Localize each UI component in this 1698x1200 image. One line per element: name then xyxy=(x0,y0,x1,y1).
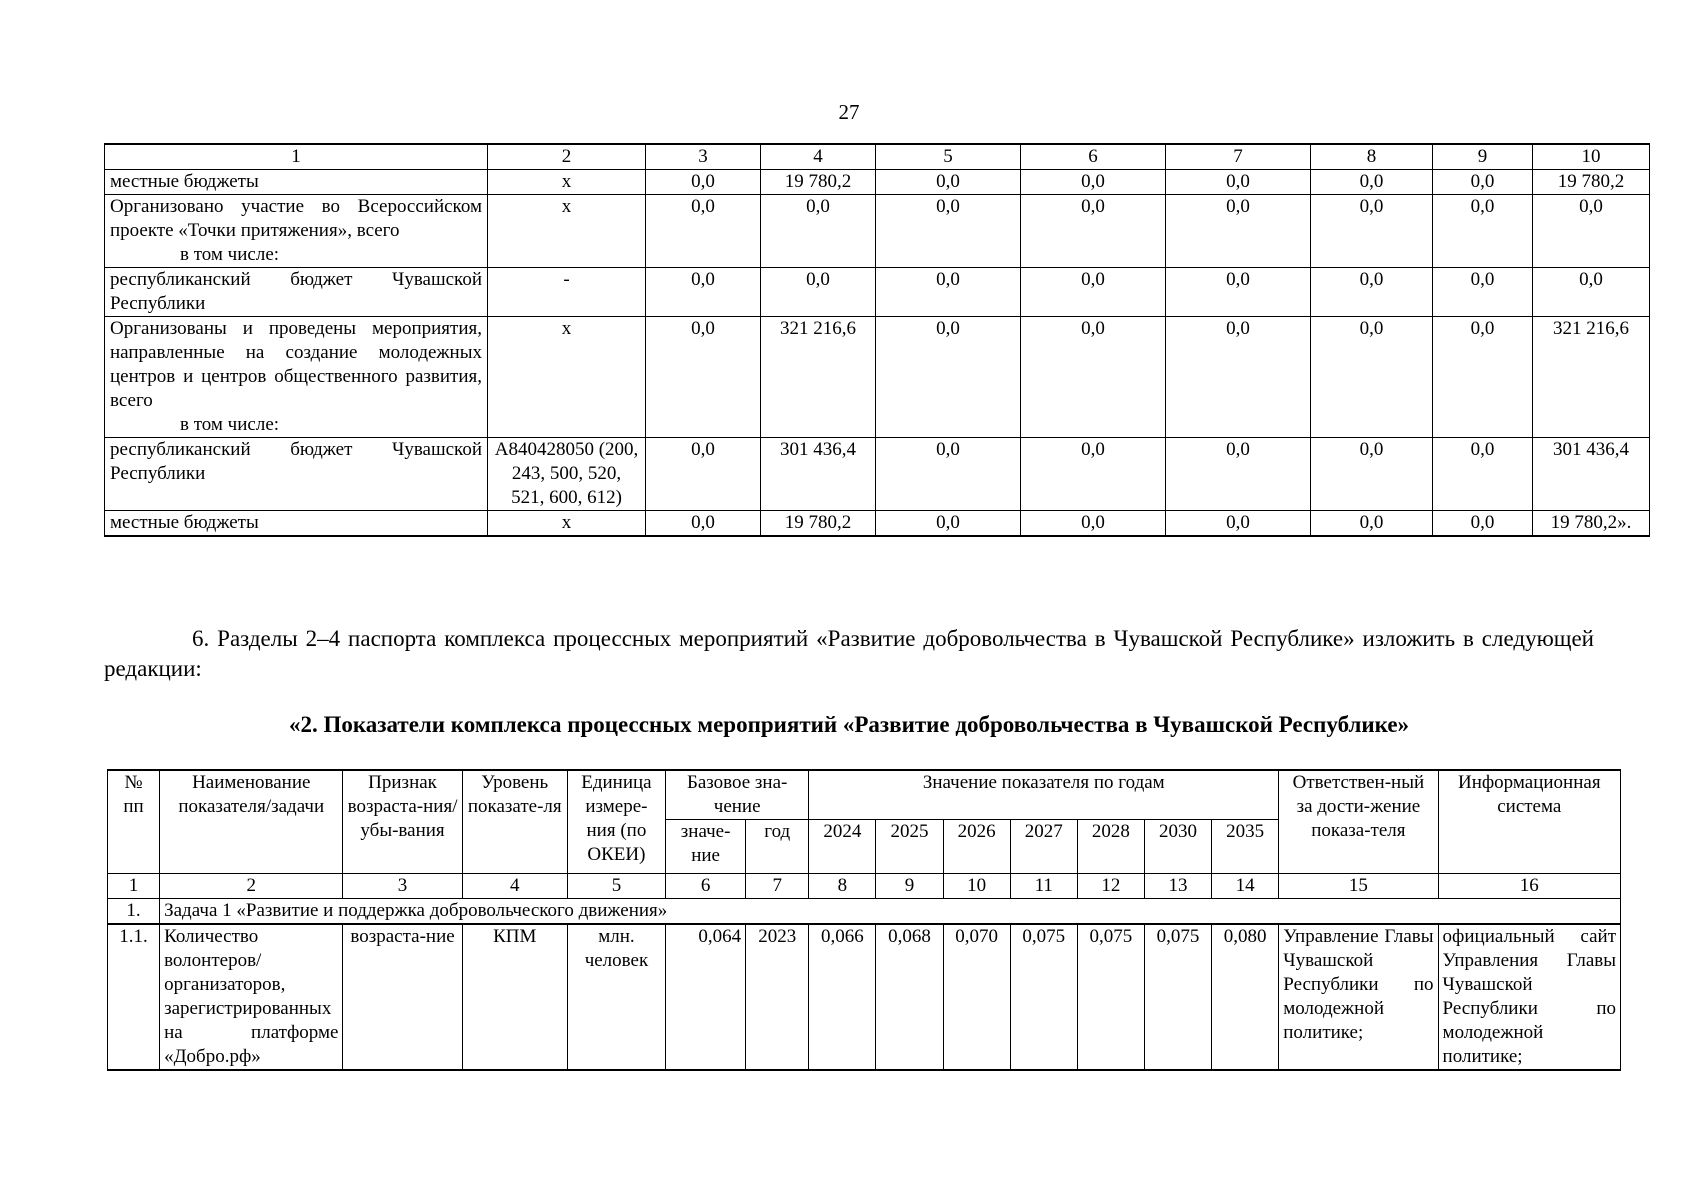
indicator-name: Количество волонтеров/организаторов, зарегистрированных на платформе «Добро.рф» xyxy=(160,924,343,1070)
indicator-base-year: 2023 xyxy=(746,924,809,1070)
value-cell: 0,0 xyxy=(1166,511,1311,537)
column-number: 15 xyxy=(1279,874,1438,899)
column-numbers-row xyxy=(108,874,1621,899)
value-cell: 0,0 xyxy=(1166,438,1311,511)
indicator-unit: млн. человек xyxy=(567,924,665,1070)
budget-code: х xyxy=(488,317,646,438)
column-number: 2 xyxy=(488,144,646,170)
indicator-level: КПМ xyxy=(462,924,567,1070)
task-row xyxy=(108,899,1621,925)
column-number: 1 xyxy=(108,874,160,899)
value-cell: 0,0 xyxy=(646,511,761,537)
indicator-info-system: официальный сайт Управления Главы Чувашской Республики по молодежной политике; xyxy=(1438,924,1620,1070)
value-cell: 0,0 xyxy=(1166,268,1311,317)
indicator-year-value: 0,068 xyxy=(876,924,943,1070)
column-number: 7 xyxy=(746,874,809,899)
column-number: 2 xyxy=(160,874,343,899)
value-cell: 0,0 xyxy=(876,438,1021,511)
indicator-responsible: Управление Главы Чувашской Республики по молодежной политике; xyxy=(1279,924,1438,1070)
table-row xyxy=(108,924,1621,1070)
header-level: Уровень показате-ля xyxy=(462,770,567,874)
column-number: 9 xyxy=(1433,144,1533,170)
indicator-year-value: 0,080 xyxy=(1212,924,1279,1070)
value-cell: 0,0 xyxy=(1311,511,1433,537)
row-label: республиканский бюджет Чувашской Республики xyxy=(105,438,488,511)
value-cell: 0,0 xyxy=(1433,511,1533,537)
indicator-year-value: 0,075 xyxy=(1077,924,1144,1070)
row-label-cell xyxy=(105,195,488,268)
value-cell: 0,0 xyxy=(1433,317,1533,438)
value-cell: 0,0 xyxy=(1021,170,1166,195)
indicators-header-row xyxy=(108,770,1621,820)
table-row xyxy=(105,195,1650,268)
value-cell: 19 780,2 xyxy=(761,170,876,195)
budget-code: х xyxy=(488,511,646,537)
budget-code: - xyxy=(488,268,646,317)
header-by-years: Значение показателя по годам xyxy=(809,770,1279,820)
value-cell: 0,0 xyxy=(646,438,761,511)
budget-code: х xyxy=(488,170,646,195)
header-info-system: Информационная система xyxy=(1438,770,1620,874)
column-number: 3 xyxy=(343,874,462,899)
header-base: Базовое зна-чение xyxy=(666,770,809,820)
indicator-trend: возраста-ние xyxy=(343,924,462,1070)
row-label: республиканский бюджет Чувашской Республики xyxy=(105,268,488,317)
indicator-base-value: 0,064 xyxy=(666,924,746,1070)
column-number: 5 xyxy=(876,144,1021,170)
amendment-paragraph: 6. Разделы 2–4 паспорта комплекса процессных мероприятий «Развитие добровольчества в Чувашской Республике» изложить в следующей редакции: xyxy=(104,626,1594,681)
value-cell: 19 780,2». xyxy=(1533,511,1650,537)
value-cell: 0,0 xyxy=(1533,268,1650,317)
header-year: 2024 xyxy=(809,820,876,874)
column-number: 6 xyxy=(1021,144,1166,170)
header-year: 2035 xyxy=(1212,820,1279,874)
indicator-number: 1.1. xyxy=(108,924,160,1070)
indicators-table xyxy=(107,769,1621,1071)
task-title: Задача 1 «Развитие и поддержка добровольческого движения» xyxy=(160,899,1621,925)
value-cell: 0,0 xyxy=(646,170,761,195)
table-row xyxy=(105,511,1650,537)
header-unit: Единица измере-ния (по ОКЕИ) xyxy=(567,770,665,874)
value-cell: 301 436,4 xyxy=(1533,438,1650,511)
value-cell: 0,0 xyxy=(1433,268,1533,317)
header-base-value: значе-ние xyxy=(666,820,746,874)
row-label: Организованы и проведены мероприятия, направленные на создание молодежных центров и центров общественного развития, всего xyxy=(110,318,482,411)
value-cell: 0,0 xyxy=(646,268,761,317)
header-responsible: Ответствен-ный за дости-жение показа-теля xyxy=(1279,770,1438,874)
header-base-year: год xyxy=(746,820,809,874)
header-trend: Признак возраста-ния/убы-вания xyxy=(343,770,462,874)
header-num: № пп xyxy=(108,770,160,874)
value-cell: 0,0 xyxy=(1533,195,1650,268)
value-cell: 321 216,6 xyxy=(761,317,876,438)
value-cell: 0,0 xyxy=(1311,268,1433,317)
value-cell: 0,0 xyxy=(876,511,1021,537)
budget-code: х xyxy=(488,195,646,268)
value-cell: 0,0 xyxy=(1311,317,1433,438)
column-number: 11 xyxy=(1010,874,1077,899)
value-cell: 19 780,2 xyxy=(761,511,876,537)
header-name: Наименование показателя/задачи xyxy=(160,770,343,874)
column-number: 8 xyxy=(1311,144,1433,170)
row-sublabel: в том числе: xyxy=(180,414,280,435)
indicator-year-value: 0,075 xyxy=(1010,924,1077,1070)
row-label: местные бюджеты xyxy=(105,511,488,537)
column-number: 5 xyxy=(567,874,665,899)
funding-header-row xyxy=(105,144,1650,170)
column-number: 8 xyxy=(809,874,876,899)
value-cell: 0,0 xyxy=(1021,438,1166,511)
row-label: местные бюджеты xyxy=(105,170,488,195)
value-cell: 0,0 xyxy=(1166,195,1311,268)
table-row xyxy=(105,317,1650,438)
row-label-cell xyxy=(105,317,488,438)
value-cell: 0,0 xyxy=(646,317,761,438)
column-number: 4 xyxy=(761,144,876,170)
page-number: 27 xyxy=(838,100,860,124)
value-cell: 0,0 xyxy=(876,268,1021,317)
header-year: 2030 xyxy=(1144,820,1211,874)
funding-table xyxy=(104,143,1650,537)
value-cell: 0,0 xyxy=(761,195,876,268)
value-cell: 0,0 xyxy=(646,195,761,268)
column-number: 7 xyxy=(1166,144,1311,170)
column-number: 12 xyxy=(1077,874,1144,899)
value-cell: 0,0 xyxy=(1433,438,1533,511)
indicator-year-value: 0,075 xyxy=(1144,924,1211,1070)
value-cell: 0,0 xyxy=(1166,170,1311,195)
column-number: 4 xyxy=(462,874,567,899)
header-year: 2025 xyxy=(876,820,943,874)
value-cell: 0,0 xyxy=(1433,170,1533,195)
table-row xyxy=(105,170,1650,195)
value-cell: 0,0 xyxy=(1433,195,1533,268)
header-year: 2028 xyxy=(1077,820,1144,874)
value-cell: 0,0 xyxy=(876,195,1021,268)
value-cell: 0,0 xyxy=(1021,317,1166,438)
column-number: 10 xyxy=(943,874,1010,899)
header-year: 2026 xyxy=(943,820,1010,874)
row-label: Организовано участие во Всероссийском проекте «Точки притяжения», всего xyxy=(110,196,482,241)
column-number: 3 xyxy=(646,144,761,170)
indicator-year-value: 0,066 xyxy=(809,924,876,1070)
indicator-year-value: 0,070 xyxy=(943,924,1010,1070)
header-year: 2027 xyxy=(1010,820,1077,874)
task-number: 1. xyxy=(108,899,160,925)
column-number: 14 xyxy=(1212,874,1279,899)
value-cell: 0,0 xyxy=(761,268,876,317)
value-cell: 0,0 xyxy=(1311,170,1433,195)
column-number: 10 xyxy=(1533,144,1650,170)
value-cell: 19 780,2 xyxy=(1533,170,1650,195)
table-row xyxy=(105,268,1650,317)
value-cell: 0,0 xyxy=(876,317,1021,438)
value-cell: 0,0 xyxy=(876,170,1021,195)
column-number: 16 xyxy=(1438,874,1620,899)
row-sublabel: в том числе: xyxy=(180,244,280,265)
value-cell: 301 436,4 xyxy=(761,438,876,511)
column-number: 13 xyxy=(1144,874,1211,899)
value-cell: 0,0 xyxy=(1166,317,1311,438)
value-cell: 0,0 xyxy=(1021,511,1166,537)
budget-code: А840428050 (200, 243, 500, 520, 521, 600, 612) xyxy=(488,438,646,511)
table-row xyxy=(105,438,1650,511)
column-number: 1 xyxy=(105,144,488,170)
value-cell: 0,0 xyxy=(1311,195,1433,268)
value-cell: 321 216,6 xyxy=(1533,317,1650,438)
value-cell: 0,0 xyxy=(1311,438,1433,511)
section-title: «2. Показатели комплекса процессных мероприятий «Развитие добровольчества в Чувашской Республике» xyxy=(288,712,1410,737)
column-number: 9 xyxy=(876,874,943,899)
value-cell: 0,0 xyxy=(1021,195,1166,268)
value-cell: 0,0 xyxy=(1021,268,1166,317)
column-number: 6 xyxy=(666,874,746,899)
